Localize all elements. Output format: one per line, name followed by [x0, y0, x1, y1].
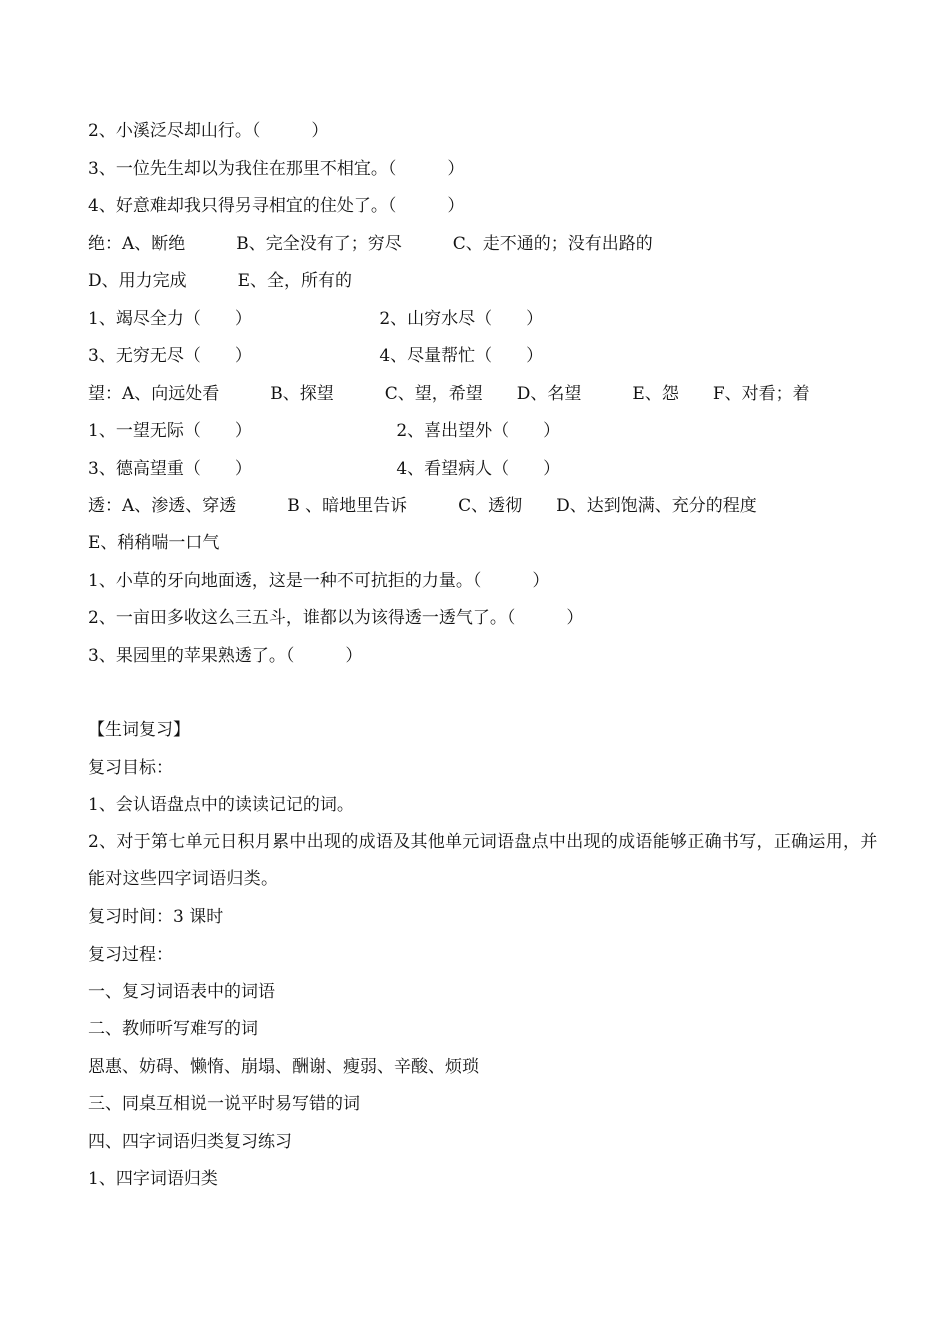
exercise-tou-3: 3、果园里的苹果熟透了。（ ） — [88, 646, 363, 666]
step-2: 二、教师听写难写的词 — [88, 1019, 258, 1039]
definition-tou-cont: E、稍稍喘一口气 — [88, 533, 220, 553]
exercise-tou-1: 1、小草的牙向地面透，这是一种不可抗拒的力量。（ ） — [88, 571, 550, 591]
step-4: 四、四字词语归类复习练习 — [88, 1132, 292, 1152]
step-3: 三、同桌互相说一说平时易写错的词 — [88, 1094, 360, 1114]
review-goal-2: 2、对于第七单元日积月累中出现的成语及其他单元词语盘点中出现的成语能够正确书写，正确运用，并能对这些四字词语归类。 — [88, 832, 878, 889]
exercise-wang-row-2: 3、德高望重（ ） 4、看望病人（ ） — [88, 459, 561, 479]
definition-tou: 透：A、渗透、穿透 B 、暗地里告诉 C、透彻 D、达到饱满、充分的程度 — [88, 496, 757, 516]
exercise-que-2: 2、小溪泛尽却山行。（ ） — [88, 121, 329, 141]
exercise-tou-2: 2、一亩田多收这么三五斗，谁都以为该得透一透气了。（ ） — [88, 608, 584, 628]
review-process-label: 复习过程： — [88, 945, 173, 965]
definition-wang: 望：A、向远处看 B、探望 C、望，希望 D、名望 E、怨 F、对看；着 — [88, 384, 810, 404]
exercise-jin-row-1: 1、竭尽全力（ ） 2、山穷水尽（ ） — [88, 309, 544, 329]
exercise-jin-row-2: 3、无穷无尽（ ） 4、尽量帮忙（ ） — [88, 346, 544, 366]
step-1: 一、复习词语表中的词语 — [88, 982, 275, 1002]
review-goal-1: 1、会认语盘点中的读读记记的词。 — [88, 795, 354, 815]
definition-jue: 绝：A、断绝 B、完全没有了；穷尽 C、走不通的；没有出路的 — [88, 234, 653, 254]
step-4-item-1: 1、四字词语归类 — [88, 1169, 218, 1189]
review-goals-label: 复习目标： — [88, 758, 173, 778]
exercise-que-4: 4、好意难却我只得另寻相宜的住处了。（ ） — [88, 196, 465, 216]
exercise-que-3: 3、一位先生却以为我住在那里不相宜。（ ） — [88, 159, 465, 179]
dictation-words: 恩惠、妨碍、懒惰、崩塌、酬谢、瘦弱、辛酸、烦琐 — [88, 1057, 479, 1077]
definition-jue-cont: D、用力完成 E、全，所有的 — [88, 271, 353, 291]
exercise-wang-row-1: 1、一望无际（ ） 2、喜出望外（ ） — [88, 421, 561, 441]
review-time: 复习时间：3 课时 — [88, 907, 224, 927]
section-heading: 【生词复习】 — [88, 720, 190, 740]
